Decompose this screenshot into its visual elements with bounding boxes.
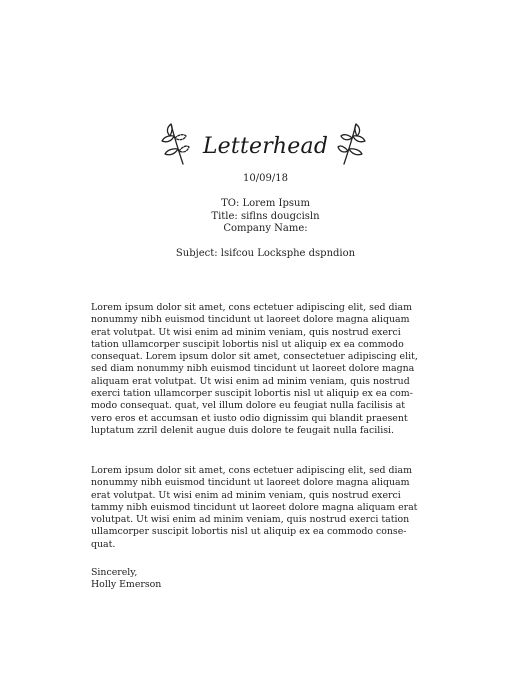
paragraph-line: sed diam nonummy nibh euismod tincidunt ut laoreet dolore magna: [91, 363, 415, 375]
paragraph-line: Lorem ipsum dolor sit amet, cons ectetuer adipiscing elit, sed diam: [91, 465, 412, 476]
signer-name: Holly Emerson: [91, 579, 162, 591]
paragraph-line: luptatum zzril delenit augue duis dolore te feugait nulla facilisi.: [91, 424, 395, 436]
paragraph-line: aliquam erat volutpat. Ut wisi enim ad minim veniam, quis nostrud: [91, 375, 410, 387]
paragraph-line: tation ullamcorper suscipit lobortis nisl ut aliquip ex ea commodo: [91, 338, 404, 350]
leaf-branch-icon: [336, 118, 370, 168]
letter-date: 10/09/18: [243, 173, 288, 184]
letter-closing: [91, 567, 446, 592]
paragraph-line: consequat. Lorem ipsum dolor sit amet, consectetuer adipiscing elit,: [91, 351, 418, 363]
paragraph-line: ullamcorper suscipit lobortis nisl ut aliquip ex ea commodo conse-: [91, 526, 407, 538]
body-paragraph-2: [91, 465, 446, 551]
paragraph-line: erat volutpat. Ut wisi enim ad minim veniam, quis nostrud exerci: [91, 326, 401, 338]
body-paragraph-1: [91, 302, 446, 437]
recipient-to: TO: Lorem Ipsum: [221, 198, 310, 209]
letter-subject: Subject: lsifcou Locksphe dspndion: [175, 248, 356, 259]
paragraph-line: vero eros et accumsan et iusto odio dignissim qui blandit praesent: [91, 412, 408, 424]
letterhead-header: [0, 118, 531, 168]
recipient-block: [0, 198, 531, 236]
paragraph-line: exerci tation ullamcorper suscipit lobortis nisl ut aliquip ex ea com-: [91, 388, 413, 400]
recipient-company: Company Name:: [223, 223, 308, 234]
paragraph-line: volutpat. Ut wisi enim ad minim veniam, quis nostrud exerci tation: [91, 514, 410, 526]
paragraph-line: quat.: [91, 538, 116, 550]
recipient-title: Title: siflns dougcisln: [211, 210, 320, 222]
paragraph-line: modo consequat. quat, vel illum dolore eu feugiat nulla facilisis at: [91, 400, 406, 412]
paragraph-line: nonummy nibh euismod tincidunt ut laoreet dolore magna aliquam: [91, 477, 410, 489]
paragraph-line: nonummy nibh euismod tincidunt ut laoreet dolore magna aliquam: [91, 314, 410, 326]
paragraph-line: erat volutpat. Ut wisi enim ad minim veniam, quis nostrud exerci: [91, 489, 401, 501]
closing-salutation: Sincerely,: [91, 567, 138, 578]
paragraph-line: tammy nibh euismod tincidunt ut laoreet dolore magna aliquam erat: [91, 501, 418, 513]
letterhead-title: Letterhead: [202, 134, 329, 159]
paragraph-line: Lorem ipsum dolor sit amet, cons ectetuer adipiscing elit, sed diam: [91, 302, 412, 313]
